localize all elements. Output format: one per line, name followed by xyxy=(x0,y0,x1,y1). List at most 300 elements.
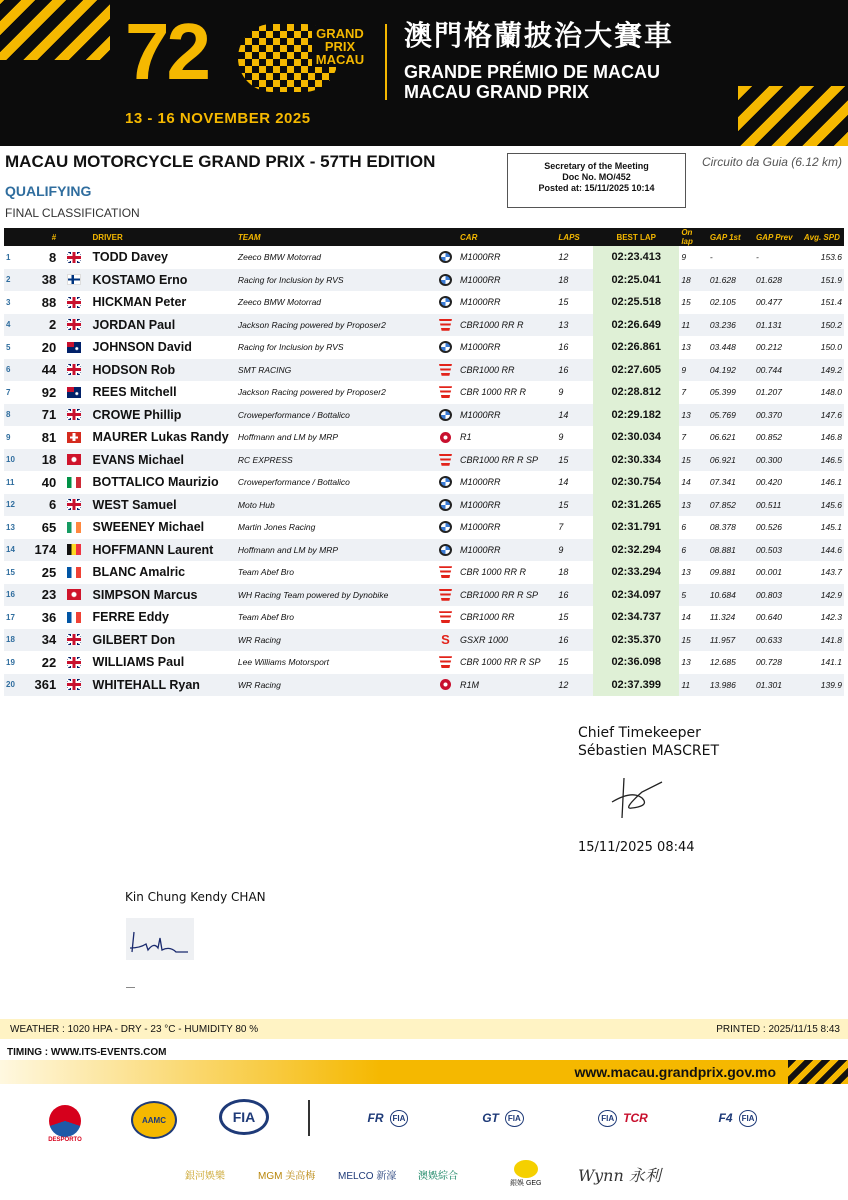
gap-1st-cell: 13.986 xyxy=(708,674,754,697)
edition-number: 72 xyxy=(125,7,208,96)
position-cell: 8 xyxy=(4,404,29,427)
team-cell: Lee Williams Motorsport xyxy=(237,657,329,668)
driver-cell: EVANS Michael xyxy=(91,449,236,472)
table-row xyxy=(4,269,844,292)
fr-world-cup-logo xyxy=(348,1106,428,1130)
team-cell: Racing for Inclusion by RVS xyxy=(237,342,344,353)
gap-1st-cell: 05.769 xyxy=(708,404,754,427)
gap-1st-cell: 08.378 xyxy=(709,522,736,533)
gap-prev-cell: 00.633 xyxy=(754,629,802,652)
honda-logo-icon xyxy=(439,656,452,668)
team-cell: Racing for Inclusion by RVS xyxy=(236,269,433,292)
header-avg-speed: Avg. SPD xyxy=(802,228,844,246)
laps-cell: 14 xyxy=(556,404,593,427)
wynn-logo: Wynn 永利 xyxy=(578,1165,661,1185)
gap-1st-cell: 07.341 xyxy=(709,477,736,488)
gap-1st-cell: 05.399 xyxy=(709,387,736,398)
flag-cell xyxy=(58,651,90,674)
laps-cell: 15 xyxy=(556,494,593,517)
car-cell: R1M xyxy=(458,674,556,697)
sponsor-divider xyxy=(308,1100,310,1136)
team-cell: Jackson Racing powered by Proposer2 xyxy=(237,387,386,398)
best-lap-cell: 02:30.754 xyxy=(593,471,679,494)
on-lap-cell: 15 xyxy=(679,449,708,472)
number-cell: 71 xyxy=(29,404,59,427)
header-on-lap: On lap xyxy=(679,228,708,246)
gap-1st-cell: 03.448 xyxy=(709,342,736,353)
car-cell: CBR1000 RR xyxy=(458,359,556,382)
laps-cell: 14 xyxy=(558,477,569,488)
flag-cell xyxy=(58,291,90,314)
number-cell: 20 xyxy=(41,339,57,355)
number-cell: 361 xyxy=(29,674,59,697)
car-cell: M1000RR xyxy=(460,297,501,308)
laps-cell: 9 xyxy=(558,387,564,398)
results-header-row xyxy=(4,228,844,246)
best-lap-cell: 02:33.294 xyxy=(593,561,679,584)
gap-1st-cell: 11.324 xyxy=(709,612,736,623)
header-car: CAR xyxy=(458,228,556,246)
brand-cell xyxy=(433,449,458,472)
car-cell: CBR1000 RR R SP xyxy=(458,584,556,607)
fia-emblem-icon: FIA xyxy=(219,1099,269,1135)
on-lap-cell: 9 xyxy=(681,252,687,263)
im-flag xyxy=(67,454,81,465)
posted-at: Posted at: 15/11/2025 10:14 xyxy=(538,183,655,193)
position-cell: 18 xyxy=(4,629,29,652)
number-cell: 2 xyxy=(29,314,59,337)
driver-cell: HICKMAN Peter xyxy=(92,295,187,310)
table-row xyxy=(4,336,844,359)
on-lap-cell: 9 xyxy=(679,359,708,382)
avg-speed-cell: 150.2 xyxy=(802,314,844,337)
flag-cell xyxy=(58,426,90,449)
car-cell: M1000RR xyxy=(460,252,501,263)
gb-flag xyxy=(67,634,81,645)
team-cell: Martin Jones Racing xyxy=(237,522,316,533)
melco-logo: MELCO 新濠 xyxy=(338,1170,397,1182)
number-cell: 81 xyxy=(41,429,57,445)
header-laps: LAPS xyxy=(556,228,593,246)
gap-prev-cell: 01.207 xyxy=(755,387,782,398)
header-number: # xyxy=(29,228,59,246)
team-cell: Jackson Racing powered by Proposer2 xyxy=(236,314,433,337)
avg-speed-cell: 144.6 xyxy=(802,539,844,562)
avg-speed-cell: 146.5 xyxy=(802,449,844,472)
laps-cell: 18 xyxy=(558,567,569,578)
position-cell: 20 xyxy=(4,674,29,697)
table-row xyxy=(4,314,844,337)
flag-cell xyxy=(58,246,90,269)
au-flag xyxy=(67,342,81,353)
best-lap-cell: 02:23.413 xyxy=(593,246,679,269)
team-cell: Hoffmann and LM by MRP xyxy=(237,432,339,443)
gap-1st-cell: 01.628 xyxy=(708,269,754,292)
position-cell: 11 xyxy=(6,477,15,487)
best-lap-cell: 02:30.034 xyxy=(593,426,679,449)
best-lap-cell: 02:30.334 xyxy=(593,449,679,472)
table-row xyxy=(4,584,844,607)
laps-cell: 15 xyxy=(556,449,593,472)
header-position xyxy=(4,228,29,246)
brand-cell xyxy=(433,269,458,292)
honda-logo-icon xyxy=(439,319,452,331)
driver-cell: HODSON Rob xyxy=(91,359,236,382)
table-row xyxy=(4,606,844,629)
event-title: MACAU MOTORCYCLE GRAND PRIX - 57TH EDITION xyxy=(5,152,436,171)
team-cell: Moto Hub xyxy=(236,494,433,517)
honda-logo-icon xyxy=(439,364,452,376)
on-lap-cell: 7 xyxy=(681,432,687,443)
car-cell: M1000RR xyxy=(458,269,556,292)
gap-prev-cell: 00.640 xyxy=(755,612,782,623)
grand-prix-macau-logo: GRAND PRIX MACAU xyxy=(312,26,368,67)
table-row xyxy=(4,629,844,652)
number-cell: 6 xyxy=(29,494,59,517)
brand-cell xyxy=(433,246,458,269)
laps-cell: 12 xyxy=(556,674,593,697)
number-cell: 174 xyxy=(29,539,59,562)
circuit-name: Circuito da Guia (6.12 km) xyxy=(701,155,842,169)
brand-cell xyxy=(433,561,458,584)
laps-cell: 9 xyxy=(556,539,593,562)
number-cell: 8 xyxy=(48,249,57,265)
driver-cell: BLANC Amalric xyxy=(92,565,186,580)
gap-prev-cell: 00.744 xyxy=(754,359,802,382)
number-cell: 92 xyxy=(41,384,57,400)
table-row xyxy=(4,426,844,449)
driver-cell: MAURER Lukas Randy xyxy=(92,430,229,445)
gap-prev-cell: 00.001 xyxy=(755,567,782,578)
fi-flag xyxy=(67,274,81,285)
number-cell: 23 xyxy=(29,584,59,607)
flag-cell xyxy=(58,449,90,472)
black-stripes-decoration xyxy=(788,1060,848,1084)
driver-cell: SWEENEY Michael xyxy=(92,520,205,535)
driver-cell: TODD Davey xyxy=(92,250,169,265)
bmw-logo-icon xyxy=(439,544,452,556)
laps-cell: 13 xyxy=(556,314,593,337)
fia-badge-icon: FIA xyxy=(390,1110,409,1127)
position-cell: 16 xyxy=(4,584,29,607)
position-cell: 13 xyxy=(6,522,15,532)
bmw-logo-icon xyxy=(439,409,452,421)
avg-speed-cell: 146.8 xyxy=(820,432,842,443)
table-row xyxy=(4,539,844,562)
gb-flag xyxy=(67,679,81,690)
bmw-logo-icon xyxy=(439,521,452,533)
laps-cell: 12 xyxy=(558,252,569,263)
fia-badge-icon: FIA xyxy=(598,1110,617,1127)
number-cell: 34 xyxy=(29,629,59,652)
gap-1st-cell: 11.957 xyxy=(708,629,754,652)
brand-cell xyxy=(433,291,458,314)
header-titles xyxy=(404,62,660,102)
driver-cell: FERRE Eddy xyxy=(92,610,169,625)
gb-flag xyxy=(67,297,81,308)
gap-1st-cell: 10.684 xyxy=(708,584,754,607)
car-cell: M1000RR xyxy=(460,477,501,488)
position-cell: 10 xyxy=(4,449,29,472)
table-row xyxy=(4,246,844,269)
position-cell: 15 xyxy=(6,567,15,577)
secretary-stamp-box xyxy=(507,153,686,208)
honda-logo-icon xyxy=(439,611,452,623)
number-cell: 18 xyxy=(29,449,59,472)
secretary-name: Kin Chung Kendy CHAN xyxy=(125,890,266,904)
team-cell: RC EXPRESS xyxy=(236,449,433,472)
brand-cell xyxy=(433,471,458,494)
team-cell: Croweperformance / Bottalico xyxy=(236,404,433,427)
laps-cell: 9 xyxy=(558,432,564,443)
on-lap-cell: 15 xyxy=(679,629,708,652)
laps-cell: 16 xyxy=(558,342,569,353)
avg-speed-cell: 145.1 xyxy=(820,522,842,533)
team-cell: Team Abef Bro xyxy=(237,567,294,578)
driver-cell: JOHNSON David xyxy=(92,340,192,355)
on-lap-cell: 14 xyxy=(681,477,691,488)
best-lap-cell: 02:27.605 xyxy=(593,359,679,382)
brand-cell xyxy=(433,674,458,697)
gap-1st-cell: 06.621 xyxy=(709,432,736,443)
gt-label: GT xyxy=(482,1111,499,1125)
website-url[interactable]: www.macau.grandprix.gov.mo xyxy=(574,1064,776,1080)
header-brand xyxy=(433,228,458,246)
gap-prev-cell: 01.131 xyxy=(754,314,802,337)
number-cell: 40 xyxy=(41,474,57,490)
laps-cell: 7 xyxy=(558,522,564,533)
avg-speed-cell: 146.1 xyxy=(820,477,842,488)
timekeeper-name: Sébastien MASCRET xyxy=(578,743,720,759)
avg-speed-cell: 148.0 xyxy=(820,387,842,398)
table-row xyxy=(4,674,844,697)
avg-speed-cell: 141.8 xyxy=(802,629,844,652)
team-cell: Team Abef Bro xyxy=(237,612,294,623)
avg-speed-cell: 143.7 xyxy=(820,567,842,578)
car-cell: CBR 1000 RR R xyxy=(460,387,527,398)
on-lap-cell: 18 xyxy=(679,269,708,292)
gap-1st-cell: 08.881 xyxy=(708,539,754,562)
best-lap-cell: 02:26.861 xyxy=(593,336,679,359)
honda-logo-icon xyxy=(439,386,452,398)
flag-cell xyxy=(58,629,90,652)
best-lap-cell: 02:31.265 xyxy=(593,494,679,517)
team-cell: WH Racing Team powered by Dynobike xyxy=(236,584,433,607)
car-cell: M1000RR xyxy=(458,539,556,562)
driver-cell: KOSTAMO Erno xyxy=(91,269,236,292)
best-lap-cell: 02:26.649 xyxy=(593,314,679,337)
gap-prev-cell: 00.212 xyxy=(755,342,782,353)
table-row xyxy=(4,471,844,494)
brand-cell xyxy=(433,381,458,404)
position-cell: 9 xyxy=(6,432,11,442)
fr-flag xyxy=(67,567,81,578)
driver-cell: BOTTALICO Maurizio xyxy=(92,475,219,490)
team-cell: WR Racing xyxy=(236,674,433,697)
gap-prev-cell: 00.420 xyxy=(755,477,782,488)
driver-cell: SIMPSON Marcus xyxy=(91,584,236,607)
on-lap-cell: 5 xyxy=(679,584,708,607)
on-lap-cell: 7 xyxy=(681,387,687,398)
team-cell: WR Racing xyxy=(236,629,433,652)
number-cell: 22 xyxy=(41,654,57,670)
fia-badge-icon: FIA xyxy=(505,1110,524,1127)
yamaha-logo-icon xyxy=(440,679,451,690)
laps-cell: 15 xyxy=(558,297,569,308)
it-flag xyxy=(67,477,81,488)
event-dates: 13 - 16 NOVEMBER 2025 xyxy=(125,110,311,127)
aamc-emblem-icon: AAMC xyxy=(131,1101,177,1139)
laps-cell: 15 xyxy=(558,612,569,623)
header-divider xyxy=(385,24,387,100)
weather-info: WEATHER : 1020 HPA - DRY - 23 °C - HUMIDITY 80 % xyxy=(10,1024,259,1035)
flag-cell xyxy=(58,471,90,494)
gap-prev-cell: - xyxy=(755,252,759,263)
brand-cell xyxy=(433,539,458,562)
on-lap-cell: 11 xyxy=(679,314,708,337)
car-cell: M1000RR xyxy=(458,494,556,517)
on-lap-cell: 13 xyxy=(681,657,691,668)
printed-timestamp: PRINTED : 2025/11/15 8:43 xyxy=(716,1024,840,1035)
car-cell: CBR 1000 RR R SP xyxy=(460,657,541,668)
avg-speed-cell: 145.6 xyxy=(802,494,844,517)
brand-cell xyxy=(433,336,458,359)
position-cell: 5 xyxy=(6,342,11,352)
header-team: TEAM xyxy=(236,228,433,246)
on-lap-cell: 14 xyxy=(681,612,691,623)
doc-number: Doc No. MO/452 xyxy=(562,172,631,182)
avg-speed-cell: 153.6 xyxy=(820,252,842,263)
table-row xyxy=(4,651,844,674)
gap-1st-cell: 04.192 xyxy=(708,359,754,382)
on-lap-cell: 13 xyxy=(679,494,708,517)
header-gap-1st: GAP 1st xyxy=(708,228,754,246)
position-cell: 3 xyxy=(6,297,11,307)
avg-speed-cell: 147.6 xyxy=(802,404,844,427)
event-header-banner xyxy=(0,0,848,146)
flag-cell xyxy=(58,404,90,427)
car-cell: GSXR 1000 xyxy=(458,629,556,652)
number-cell: 88 xyxy=(41,294,57,310)
best-lap-cell: 02:37.399 xyxy=(593,674,679,697)
team-cell: Croweperformance / Bottalico xyxy=(237,477,350,488)
car-cell: CBR1000 RR xyxy=(460,612,515,623)
galaxy-logo: 銀河娛樂 xyxy=(185,1170,225,1182)
bmw-logo-icon xyxy=(439,341,452,353)
bmw-logo-icon xyxy=(439,499,452,511)
driver-cell: WHITEHALL Ryan xyxy=(91,674,236,697)
timekeeper-signature xyxy=(602,772,672,822)
gap-prev-cell: 00.370 xyxy=(754,404,802,427)
header-driver: DRIVER xyxy=(91,228,236,246)
timing-link[interactable]: TIMING : WWW.ITS-EVENTS.COM xyxy=(7,1047,167,1058)
gb-flag xyxy=(67,319,81,330)
position-cell: 12 xyxy=(4,494,29,517)
team-cell: SMT RACING xyxy=(236,359,433,382)
gap-1st-cell: 07.852 xyxy=(708,494,754,517)
fia-badge-icon: FIA xyxy=(739,1110,758,1127)
driver-cell: REES Mitchell xyxy=(92,385,177,400)
flag-cell xyxy=(58,314,90,337)
brand-cell xyxy=(433,359,458,382)
brand-cell xyxy=(433,314,458,337)
flag-cell xyxy=(58,539,90,562)
laps-cell: 16 xyxy=(556,584,593,607)
gap-prev-cell: 00.526 xyxy=(755,522,782,533)
car-cell: M1000RR xyxy=(460,342,501,353)
avg-speed-cell: 141.1 xyxy=(820,657,842,668)
tcr-world-tour-logo xyxy=(578,1106,668,1130)
website-bar xyxy=(0,1060,848,1084)
driver-cell: HOFFMANN Laurent xyxy=(91,539,236,562)
brand-cell xyxy=(433,651,458,674)
english-title: MACAU GRAND PRIX xyxy=(404,82,590,102)
bmw-logo-icon xyxy=(439,274,452,286)
brand-cell xyxy=(433,404,458,427)
table-row xyxy=(4,381,844,404)
position-cell: 6 xyxy=(4,359,29,382)
gap-prev-cell: 00.511 xyxy=(754,494,802,517)
gap-1st-cell: 09.881 xyxy=(709,567,736,578)
laps-cell: 16 xyxy=(556,629,593,652)
best-lap-cell: 02:31.791 xyxy=(593,516,679,539)
gb-flag xyxy=(67,499,81,510)
brand-cell xyxy=(433,516,458,539)
best-lap-cell: 02:25.041 xyxy=(593,269,679,292)
table-row xyxy=(4,561,844,584)
honda-logo-icon xyxy=(439,566,452,578)
timekeeper-block xyxy=(578,724,719,760)
timekeeper-date: 15/11/2025 08:44 xyxy=(578,840,695,855)
driver-cell: JORDAN Paul xyxy=(91,314,236,337)
best-lap-cell: 02:29.182 xyxy=(593,404,679,427)
table-row xyxy=(4,404,844,427)
geg-label: 銀娛 GEG xyxy=(510,1180,542,1187)
avg-speed-cell: 142.3 xyxy=(820,612,842,623)
flag-cell xyxy=(58,584,90,607)
on-lap-cell: 11 xyxy=(679,674,708,697)
ch-flag xyxy=(67,432,81,443)
brand-cell xyxy=(433,606,458,629)
gap-1st-cell: 03.236 xyxy=(708,314,754,337)
yellow-stripes-decoration xyxy=(738,86,848,146)
gb-flag xyxy=(67,364,81,375)
position-cell: 17 xyxy=(6,612,15,622)
on-lap-cell: 13 xyxy=(679,404,708,427)
chinese-title: 澳門格蘭披治大賽車 xyxy=(404,20,675,51)
on-lap-cell: 13 xyxy=(681,567,691,578)
yamaha-logo-icon xyxy=(440,432,451,443)
car-cell: R1 xyxy=(460,432,472,443)
flag-cell xyxy=(58,381,90,404)
ie-flag xyxy=(67,522,81,533)
table-row xyxy=(4,516,844,539)
laps-cell: 16 xyxy=(556,359,593,382)
driver-cell: CROWE Phillip xyxy=(91,404,236,427)
fr-flag xyxy=(67,612,81,623)
brand-cell xyxy=(433,426,458,449)
on-lap-cell: 6 xyxy=(679,539,708,562)
avg-speed-cell: 150.0 xyxy=(820,342,842,353)
position-cell: 7 xyxy=(6,387,11,397)
flag-cell xyxy=(58,336,90,359)
on-lap-cell: 13 xyxy=(681,342,691,353)
best-lap-cell: 02:34.097 xyxy=(593,584,679,607)
yellow-stripes-decoration xyxy=(0,0,110,60)
team-cell: Hoffmann and LM by MRP xyxy=(236,539,433,562)
table-row xyxy=(4,449,844,472)
be-flag xyxy=(67,544,81,555)
